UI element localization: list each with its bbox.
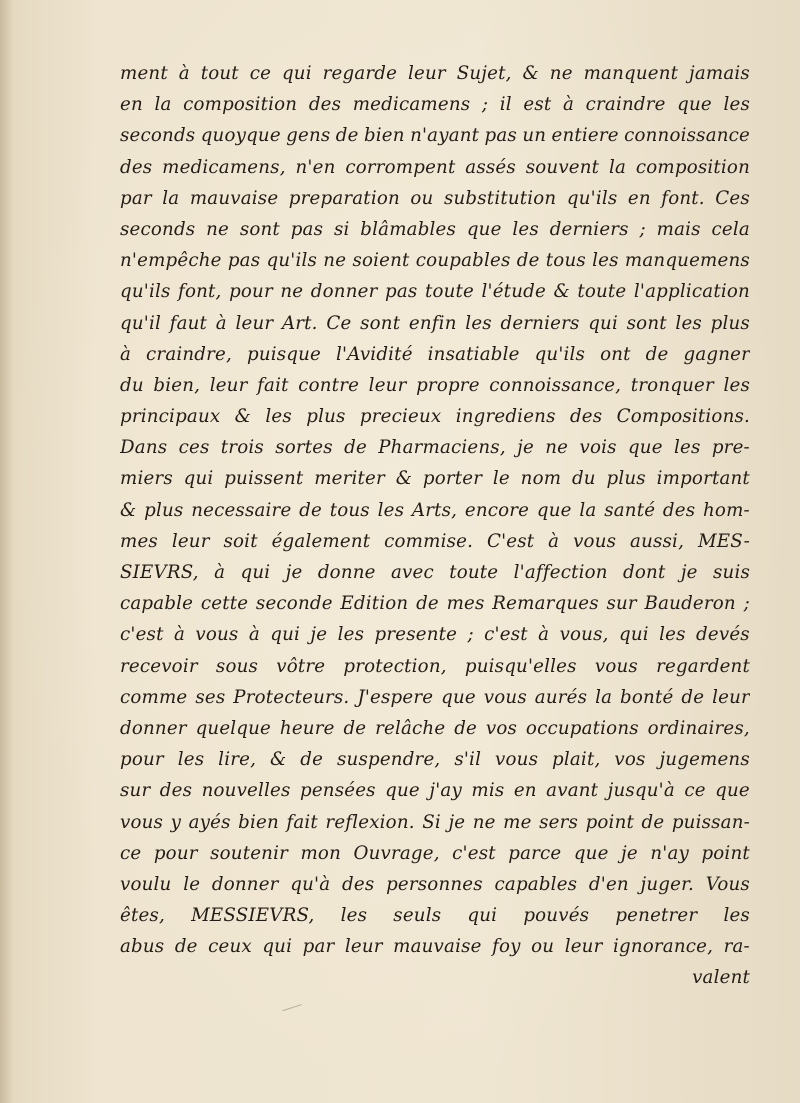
text-line: ment à tout ce qui regarde leur Sujet, & ne manquent jamais xyxy=(120,63,750,84)
text-line: ce pour soutenir mon Ouvrage, c'est parce que je n'ay point xyxy=(120,842,750,864)
catchword: valent xyxy=(692,967,750,989)
text-line: pour les lire, & de suspendre, s'il vous plait, vos jugemens xyxy=(120,749,750,771)
page-text xyxy=(120,58,750,994)
text-line: sur des nouvelles pensées que j'ay mis en avant jusqu'à ce que xyxy=(120,780,750,802)
text-line: miers qui puissent meriter & porter le nom du plus important xyxy=(120,468,750,490)
text-line: recevoir sous vôtre protection, puisqu'elles vous regardent xyxy=(120,655,750,677)
text-line: & plus necessaire de tous les Arts, encore que la santé des hom- xyxy=(120,499,750,521)
text-line: qu'ils font, pour ne donner pas toute l'étude & toute l'application xyxy=(120,281,750,303)
text-line: qu'il faut à leur Art. Ce sont enfin les derniers qui sont les plus xyxy=(120,312,750,334)
text-line: comme ses Protecteurs. J'espere que vous aurés la bonté de leur xyxy=(120,686,750,708)
text-line: SIEVRS, à qui je donne avec toute l'affection dont je suis xyxy=(120,562,750,583)
text-line: capable cette seconde Edition de mes Remarques sur Bauderon ; xyxy=(120,593,750,615)
text-line: êtes, MESSIEVRS, les seuls qui pouvés penetrer les xyxy=(120,905,750,927)
text-line: principaux & les plus precieux ingrediens des Compositions. xyxy=(120,406,750,428)
text-line: du bien, leur fait contre leur propre connoissance, tronquer les xyxy=(120,374,750,396)
text-line: voulu le donner qu'à des personnes capables d'en juger. Vous xyxy=(120,873,750,895)
text-line: donner quelque heure de relâche de vos occupations ordinaires, xyxy=(120,717,750,739)
text-line: seconds quoyque gens de bien n'ayant pas un entiere connoissance xyxy=(120,125,750,147)
text-line: en la composition des medicamens ; il est à craindre que les xyxy=(120,94,750,116)
text-line: n'empêche pas qu'ils ne soient coupables de tous les manquemens xyxy=(120,250,750,272)
text-line: des medicamens, n'en corrompent assés souvent la composition xyxy=(120,156,750,178)
ink-mark xyxy=(282,1004,303,1017)
text-line: à craindre, puisque l'Avidité insatiable qu'ils ont de gagner xyxy=(120,343,750,365)
text-line: Dans ces trois sortes de Pharmaciens, je ne vois que les pre- xyxy=(120,437,750,459)
text-line: vous y ayés bien fait reflexion. Si je ne me sers point de puissan- xyxy=(120,811,750,833)
text-line: c'est à vous à qui je les presente ; c'est à vous, qui les devés xyxy=(120,624,750,646)
text-line: par la mauvaise preparation ou substitution qu'ils en font. Ces xyxy=(120,187,750,209)
page-gutter-shadow xyxy=(0,0,14,1103)
text-line: abus de ceux qui par leur mauvaise foy ou leur ignorance, ra- xyxy=(120,936,750,958)
text-line: seconds ne sont pas si blâmables que les derniers ; mais cela xyxy=(120,218,750,240)
text-line: mes leur soit également commise. C'est à vous aussi, MES- xyxy=(120,530,750,552)
